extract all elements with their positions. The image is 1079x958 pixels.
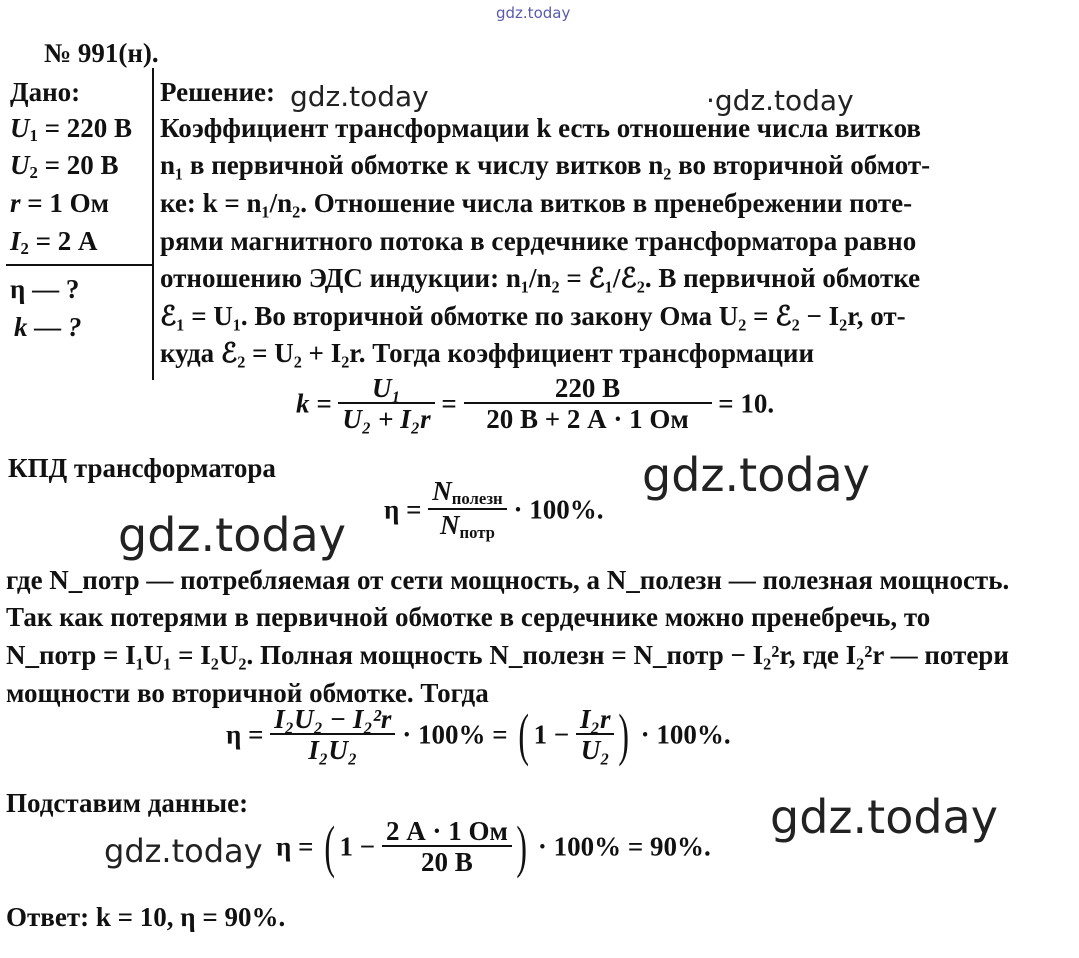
answer: Ответ: k = 10, η = 90%. bbox=[6, 902, 286, 932]
find-eta: η — ? bbox=[10, 274, 80, 304]
find-k: k — ? bbox=[14, 312, 82, 342]
watermark-3: gdz.today bbox=[642, 448, 870, 502]
formula-k-num2: 220 В bbox=[554, 373, 621, 403]
formula-k: k = $\frac{\text{U₁}}{\text{U₂ + I₂r}}$ = $\frac{220 В}{20 В + 2 А \cdot 1 Ом}$ = 10. bbox=[296, 373, 775, 434]
watermark-2: ·gdz.today bbox=[706, 84, 854, 117]
formula-eta: η = $\frac{N_{полезн}}{N_{потр}}$ · 100%. bbox=[384, 476, 604, 543]
p1-line-4: рями магнитного потока в сердечнике трансформатора равно bbox=[160, 226, 917, 256]
given-r: r = 1 Ом bbox=[10, 188, 110, 218]
given-i2: $I_2 = 2$ А bbox=[10, 226, 98, 259]
watermark-6: gdz.today bbox=[104, 832, 263, 870]
formula-k-den1: U₂ + I₂r bbox=[338, 402, 434, 433]
given-u2: $U_2 = 20$ В bbox=[10, 150, 119, 183]
p2-line-1: где N_потр — потребляемая от сети мощность, а N_полезн — полезная мощность. bbox=[6, 565, 1010, 595]
p1-line-1: Коэффициент трансформации k есть отношение числа витков bbox=[160, 113, 921, 143]
solution-label: Решение: bbox=[160, 77, 275, 107]
p1-line-5: отношению ЭДС индукции: n₁/n₂ = ℰ₁/ℰ₂. В первичной обмотке bbox=[160, 263, 921, 293]
given-vertical-divider bbox=[152, 68, 154, 380]
p2-line-4: мощности во вторичной обмотке. Тогда bbox=[6, 678, 489, 708]
substitute-label: Подставим данные: bbox=[6, 788, 249, 818]
efficiency-label: КПД трансформатора bbox=[8, 453, 276, 483]
p1-line-2: n₁ в первичной обмотке к числу витков n₂ во вторичной обмот- bbox=[160, 150, 931, 180]
formula-eta-2: η = $\frac{\text{I₂U₂ − I₂²r}}{\text{I₂U₂}}$ · 100% = ( 1 − $\frac{\text{I₂r}}{\text{U₂}}$ ) · 100%. bbox=[226, 702, 731, 767]
formula-k-num1: U₁ bbox=[372, 373, 401, 403]
watermark-5: gdz.today bbox=[770, 790, 998, 844]
p1-line-6: ℰ₁ = U₁. Во вторичной обмотке по закону Ома U₂ = ℰ₂ − I₂r, от- bbox=[160, 301, 906, 331]
p1-line-3: ке: k = n₁/n₂. Отношение числа витков в пренебрежении поте- bbox=[160, 188, 913, 218]
watermark-4: gdz.today bbox=[118, 508, 346, 562]
p1-line-7: куда ℰ₂ = U₂ + I₂r. Тогда коэффициент трансформации bbox=[160, 338, 814, 368]
given-divider bbox=[6, 264, 154, 266]
p2-line-2: Так как потерями в первичной обмотке в сердечнике можно пренебречь, то bbox=[6, 602, 931, 632]
watermark-1: gdz.today bbox=[290, 80, 429, 113]
site-header-watermark: gdz.today bbox=[496, 4, 571, 22]
formula-eta-3: η = ( 1 − $\frac{2 А \cdot 1 Ом}{20 В}$ ) · 100% = 90%. bbox=[276, 814, 711, 879]
given-label: Дано: bbox=[10, 77, 81, 107]
given-u1: $U_1 = 220$ В bbox=[10, 113, 133, 146]
p2-line-3: N_потр = I₁U₁ = I₂U₂. Полная мощность N_полезн = N_потр − I₂²r, где I₂²r — потери bbox=[6, 640, 1009, 670]
formula-k-den2: 20 В + 2 А · 1 Ом bbox=[464, 402, 712, 433]
problem-number: № 991(н). bbox=[44, 38, 159, 68]
